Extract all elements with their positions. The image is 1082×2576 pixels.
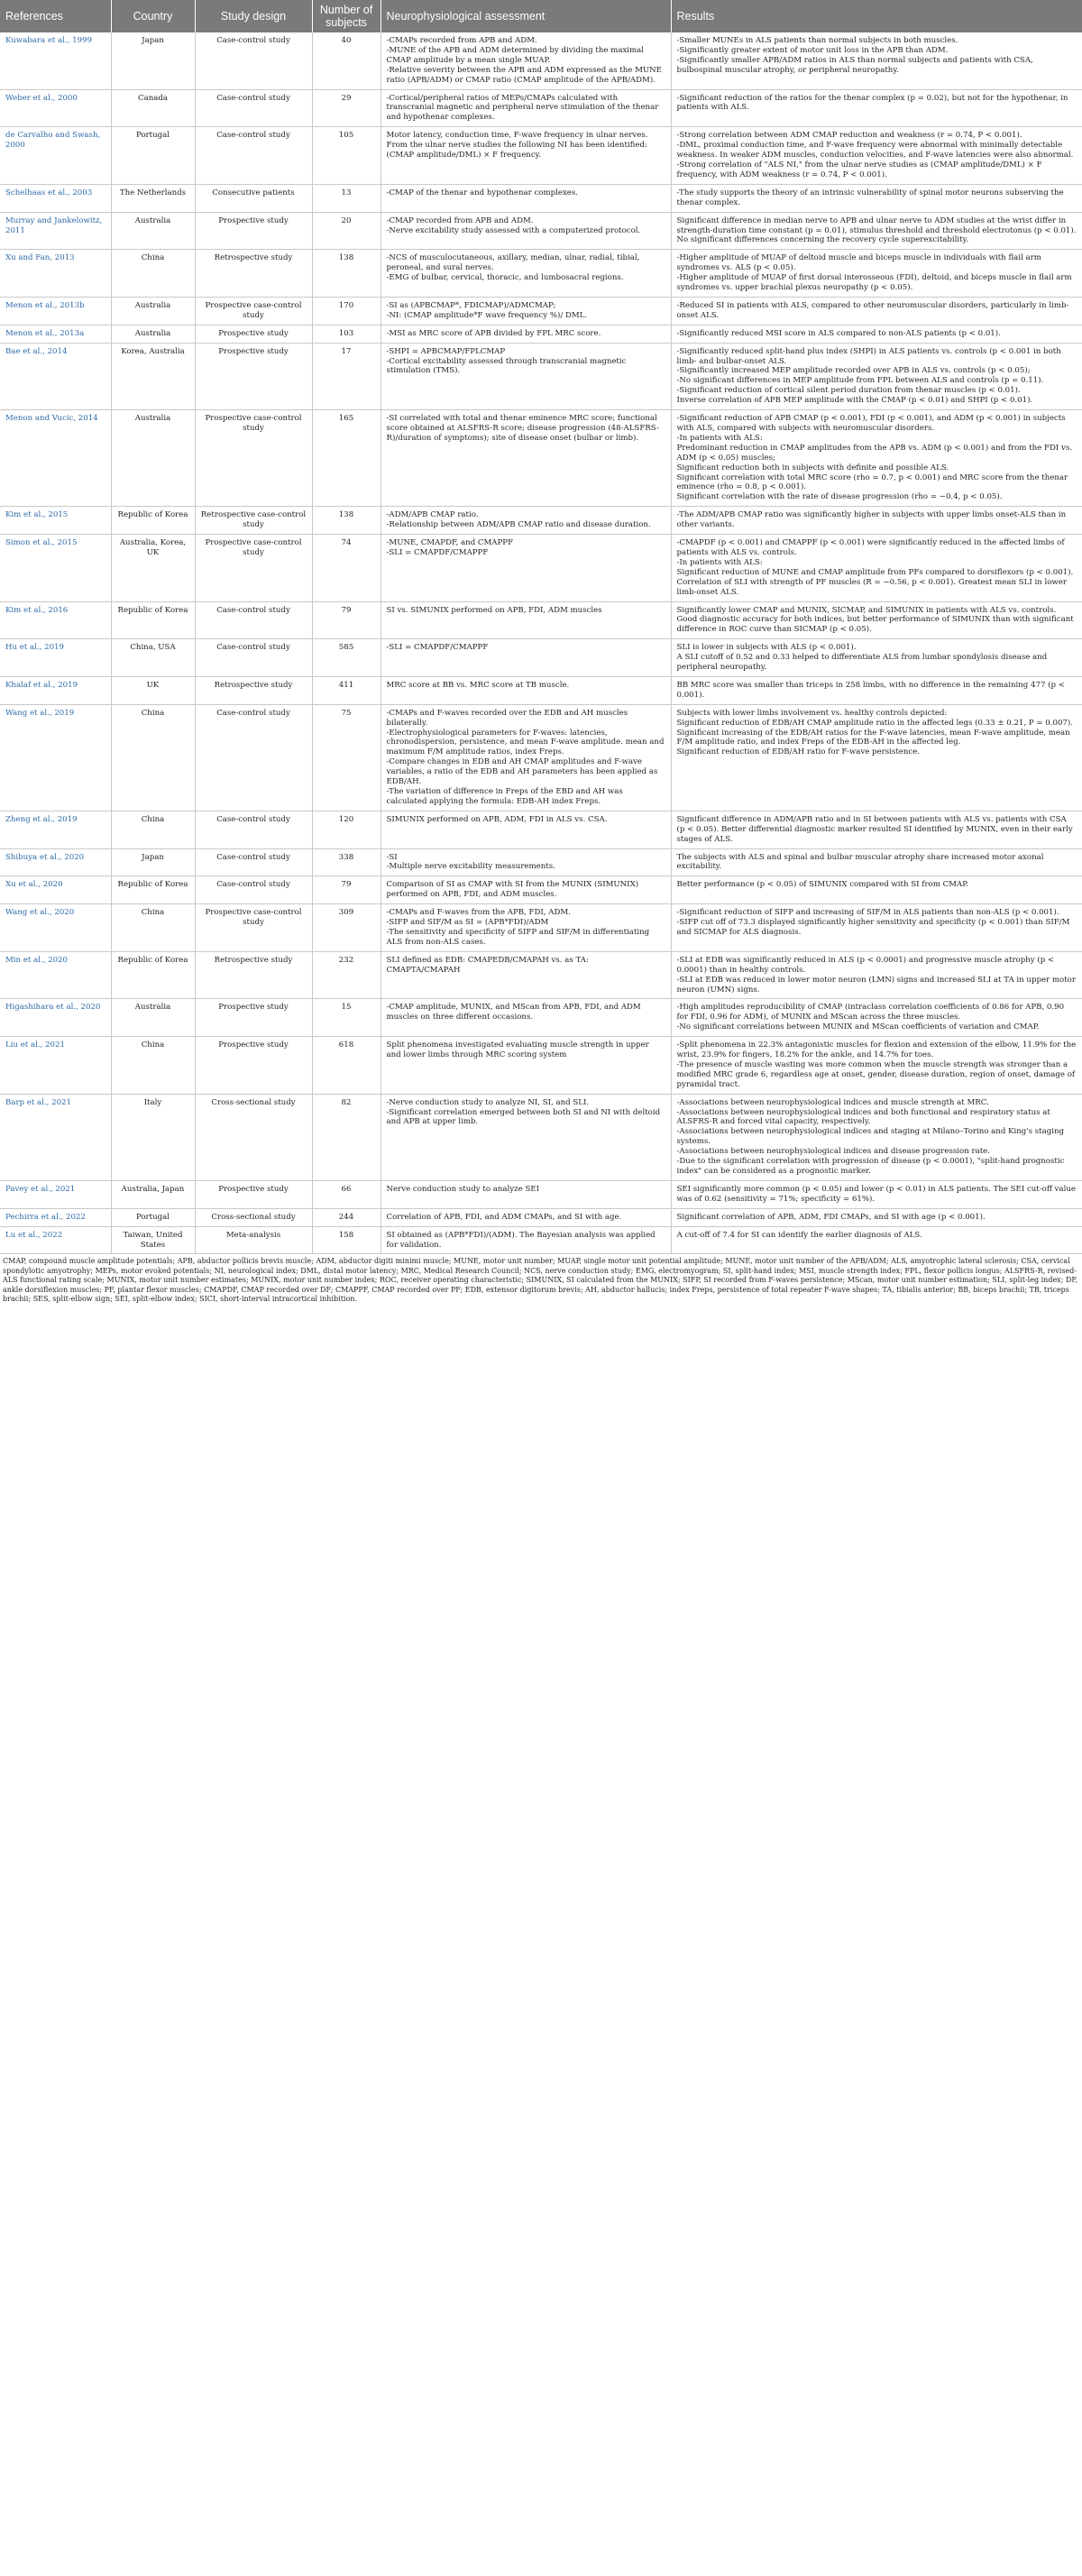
results-cell xyxy=(671,999,1082,1037)
assessment-line: -CMAPs recorded from APB and ADM. xyxy=(386,36,537,45)
results-line: -Associations between neurophysiological indices and muscle strength at MRC. xyxy=(676,1097,989,1107)
results-cell xyxy=(671,876,1082,904)
results-cell xyxy=(671,343,1082,409)
study-design-cell: Case-control study xyxy=(195,32,312,89)
study-design-cell: Prospective study xyxy=(195,999,312,1037)
country-cell: Republic of Korea xyxy=(111,876,195,904)
country-cell: Republic of Korea xyxy=(111,601,195,639)
assessment-cell xyxy=(381,212,671,250)
table-row xyxy=(0,848,1082,876)
study-design-cell: Case-control study xyxy=(195,639,312,677)
table-row xyxy=(0,811,1082,848)
assessment-line: Correlation of APB, FDI, and ADM CMAPs, and SI with age. xyxy=(386,1212,622,1222)
reference-link[interactable]: Kim et al., 2016 xyxy=(0,601,111,639)
results-line: Significant reduction of EDB/AH ratio for F-wave persistence. xyxy=(676,747,921,757)
subjects-count-cell: 103 xyxy=(312,325,381,343)
reference-link[interactable]: Barp et al., 2021 xyxy=(0,1094,111,1180)
results-line: -Significantly smaller APB/ADM ratios in ALS than normal subjects and patients with CSA, bulbospinal muscular atrophy, or peripheral neuropathy. xyxy=(676,55,1033,75)
subjects-count-cell: 309 xyxy=(312,904,381,952)
assessment-line: -SLI = CMAPDF/CMAPPF xyxy=(386,547,489,557)
results-line: Significant correlation with the rate of disease progression (rho = −0.4, p < 0.05). xyxy=(676,492,1003,502)
results-cell xyxy=(671,127,1082,185)
subjects-count-cell: 17 xyxy=(312,343,381,409)
reference-link[interactable]: Weber et al., 2000 xyxy=(0,89,111,127)
assessment-line: -EMG of bulbar, cervical, thoracic, and lumbosacral regions. xyxy=(386,273,624,283)
results-line: Subjects with lower limbs involvement vs. healthy controls depicted: xyxy=(676,708,948,718)
assessment-cell xyxy=(381,601,671,639)
assessment-line: -SI xyxy=(386,852,398,862)
results-cell xyxy=(671,811,1082,848)
study-design-cell: Case-control study xyxy=(195,89,312,127)
country-cell: Australia xyxy=(111,212,195,250)
assessment-line: SLI defined as EDB: CMAPEDB/CMAPAH vs. as TA: CMAPTA/CMAPAH xyxy=(386,955,589,975)
study-design-cell: Prospective case-control study xyxy=(195,904,312,952)
table-row xyxy=(0,297,1082,325)
assessment-line: SI vs. SIMUNIX performed on APB, FDI, ADM muscles xyxy=(386,605,602,615)
country-cell: Australia xyxy=(111,999,195,1037)
table-row xyxy=(0,32,1082,89)
reference-link[interactable]: Pechirra et al., 2022 xyxy=(0,1208,111,1226)
results-line: SLI is lower in subjects with ALS (p < 0.001). xyxy=(676,643,857,653)
results-line: Significant difference in ADM/APB ratio and in SI between patients with ALS vs. patients with CSA (p < 0.05). Better differential diagnostic marker resulted SI identified by MUNIX, even in their early stages of ALS. xyxy=(676,814,1073,844)
results-line: -No significant correlations between MUNIX and MScan coefficients of variation and CMAP. xyxy=(676,1022,1040,1032)
country-cell: UK xyxy=(111,676,195,704)
results-cell xyxy=(671,1037,1082,1095)
assessment-cell xyxy=(381,704,671,811)
assessment-line: -SI correlated with total and thenar eminence MRC score; functional score obtained at ALSFRS-R score; disease progression (48-ALSFRS-R)/duration of symptoms); site of disease onset (bulbar or limb). xyxy=(386,414,659,443)
studies-table xyxy=(0,0,1082,1254)
assessment-cell xyxy=(381,127,671,185)
subjects-count-cell: 40 xyxy=(312,32,381,89)
subjects-count-cell: 165 xyxy=(312,410,381,507)
results-line: -Split phenomena in 22.3% antagonistic muscles for flexion and extension of the elbow, 11.9% for the wrist, 23.9% for fingers, 18.2% for the ankle, and 14.7% for toes. xyxy=(676,1040,1077,1060)
assessment-cell xyxy=(381,1094,671,1180)
study-design-cell: Case-control study xyxy=(195,811,312,848)
results-line: SEI significantly more common (p < 0.05) and lower (p < 0.01) in ALS patients. The SEI cut-off value was of 0.62 (sensitivity = 71%; specificity = 61%). xyxy=(676,1184,1077,1204)
country-cell: China xyxy=(111,1037,195,1095)
header-study-design: Study design xyxy=(195,0,312,32)
table-footnote: CMAP, compound muscle amplitude potentials; APB, abductor pollicis brevis muscle; ADM, abductor digiti minimi muscle; MUNE, motor unit number; MUAP, single motor unit potential amplitude; MUNE, motor unit number of the APB/ADM; ALS, amyotrophic lateral sclerosis; CSA, cervical spondylotic amyotrophy; MEPs, motor evoked potentials; NI, neurological index; DML, distal motor latency; MRC, Medical Research Council; NCS, nerve conduction study; EMG, electromyogram; SI, split-hand index; MSI, muscle strength index; FPL, flexor pollicis longus; ALSFRS-R, revised-ALS functional rating scale; MUNIX, motor unit number estimates; MUNIX, motor unit number index; ROC, receiver operating characteristic; SIMUNIX, SI calculated from the MUNIX; SIFP, SI recorded from F-waves persistence; MScan, motor unit number estimation; SLI, split-leg index; DF, ankle dorsiflexion muscles; PF, plantar flexor muscles; CMAPDF, CMAP recorded over DF; CMAPPF, CMAP recorded over PF; EDB, extensor digitorum brevis; AH, abductor hallucis; index Freps, persistence of total repeater F-wave shapes; TA, tibialis anterior; BB, biceps brachii; TB, triceps brachii; SES, split-elbow sign; SEI, split-elbow index; SICI, short-interval intracortical inhibition. xyxy=(3,1257,1078,1304)
study-design-cell: Retrospective study xyxy=(195,951,312,999)
country-cell: Australia xyxy=(111,325,195,343)
assessment-line: -Cortical excitability assessed through transcranial magnetic stimulation (TMS). xyxy=(386,356,627,376)
header-results: Results xyxy=(671,0,1082,32)
table-row xyxy=(0,507,1082,535)
reference-link[interactable]: Xu et al., 2020 xyxy=(0,876,111,904)
subjects-count-cell: 244 xyxy=(312,1208,381,1226)
results-line: -Associations between neurophysiological indices and both functional and respiratory status at ALSFRS-R and forced vital capacity, respectively. xyxy=(676,1107,1050,1127)
assessment-line: MRC score at BB vs. MRC score at TB muscle. xyxy=(386,680,570,690)
assessment-cell xyxy=(381,676,671,704)
study-design-cell: Prospective study xyxy=(195,1037,312,1095)
subjects-count-cell: 232 xyxy=(312,951,381,999)
results-cell xyxy=(671,848,1082,876)
results-cell xyxy=(671,325,1082,343)
results-line: -No significant differences in MEP amplitude from FPL between ALS and controls (p = 0.11). xyxy=(676,376,1044,386)
assessment-line: -SI as (APBCMAP*, FDICMAP)/ADMCMAP; xyxy=(386,300,556,310)
results-line: -Higher amplitude of MUAP of deltoid muscle and biceps muscle in individuals with flail arm syndromes vs. ALS (p < 0.05). xyxy=(676,253,1041,273)
results-line: Significant increasing of the EDB/AH ratios for the F-wave latencies, mean F-wave amplitude, mean F/M amplitude ratio, and index Freps of the EDB-AH in the affected leg. xyxy=(676,728,1070,747)
results-cell xyxy=(671,951,1082,999)
study-design-cell: Case-control study xyxy=(195,704,312,811)
subjects-count-cell: 158 xyxy=(312,1226,381,1254)
study-design-cell: Cross-sectional study xyxy=(195,1094,312,1180)
study-design-cell: Prospective case-control study xyxy=(195,297,312,325)
table-row xyxy=(0,410,1082,507)
assessment-line: -CMAP amplitude, MUNIX, and MScan from APB, FDI, and ADM muscles on three different occasions. xyxy=(386,1003,641,1022)
header-neurophysiological-assessment: Neurophysiological assessment xyxy=(381,0,671,32)
assessment-cell xyxy=(381,250,671,298)
results-cell xyxy=(671,676,1082,704)
assessment-line: -Multiple nerve excitability measurements. xyxy=(386,862,555,872)
results-line: -The study supports the theory of an intrinsic vulnerability of spinal motor neurons subserving the thenar complex. xyxy=(676,188,1064,207)
assessment-cell xyxy=(381,325,671,343)
country-cell: China xyxy=(111,904,195,952)
results-line: -Smaller MUNEs in ALS patients than normal subjects in both muscles. xyxy=(676,36,958,45)
assessment-cell xyxy=(381,1037,671,1095)
results-cell xyxy=(671,250,1082,298)
assessment-line: -Nerve excitability study assessed with a computerized protocol. xyxy=(386,225,641,235)
table-row xyxy=(0,1094,1082,1180)
table-row xyxy=(0,127,1082,185)
reference-link[interactable]: Menon and Vucic, 2014 xyxy=(0,410,111,507)
results-line: Correlation of SLI with strength of PF muscles (R = −0.56, p < 0.001). Greatest mean SLI in lower limb-onset ALS. xyxy=(676,577,1067,597)
reference-link[interactable]: Bae et al., 2014 xyxy=(0,343,111,409)
reference-link[interactable]: Shibuya et al., 2020 xyxy=(0,848,111,876)
table-row xyxy=(0,876,1082,904)
results-line: Predominant reduction in CMAP amplitudes from the APB vs. ADM (p < 0.001) and from the FDI vs. ADM (p < 0.05) muscles; xyxy=(676,443,1072,463)
results-line: -CMAPDF (p < 0.001) and CMAPPF (p < 0.001) were significantly reduced in the affected limbs of patients with ALS vs. controls. xyxy=(676,538,1065,557)
subjects-count-cell: 138 xyxy=(312,507,381,535)
assessment-cell xyxy=(381,410,671,507)
assessment-cell xyxy=(381,89,671,127)
results-cell xyxy=(671,1094,1082,1180)
reference-link[interactable]: Kuwabara et al., 1999 xyxy=(0,32,111,89)
assessment-cell xyxy=(381,639,671,677)
results-line: -Strong correlation of "ALS NI," from the ulnar nerve studies as (CMAP amplitude/DML) × F frequency, with ADM weakness (r = 0.74, P < 0.001). xyxy=(676,160,1042,179)
results-cell xyxy=(671,297,1082,325)
reference-link[interactable]: Min et al., 2020 xyxy=(0,951,111,999)
table-row xyxy=(0,184,1082,212)
results-line: -Reduced SI in patients with ALS, compared to other neuromuscular disorders, particularly in limb-onset ALS. xyxy=(676,300,1069,320)
results-line: Good diagnostic accuracy for both indices, but better performance of SIMUNIX than with significant difference in ROC curve than SICMAP (p < 0.05). xyxy=(676,615,1074,635)
results-line: -SIFP cut off of 73.3 displayed significantly higher sensitivity and specificity (p < 0.001) than SIF/M and SICMAP for ALS diagnosis. xyxy=(676,918,1070,937)
country-cell: Republic of Korea xyxy=(111,951,195,999)
header-number-of-subjects: Number of subjects xyxy=(312,0,381,32)
results-line: Significant correlation with total MRC score (rho = 0.7, p < 0.001) and MRC score from the thenar eminence (rho = 0.8, p < 0.001). xyxy=(676,472,1068,492)
assessment-cell xyxy=(381,535,671,601)
assessment-line: -SHPI = APBCMAP/FPLCMAP xyxy=(386,346,506,356)
assessment-line: -SIFP and SIF/M as SI = (APB*FDI)/ADM xyxy=(386,918,549,928)
reference-link[interactable]: Pavey et al., 2021 xyxy=(0,1180,111,1208)
study-design-cell: Prospective study xyxy=(195,212,312,250)
assessment-line: -MSI as MRC score of APB divided by FPL MRC score. xyxy=(386,328,601,338)
table-body xyxy=(0,32,1082,1254)
table-row xyxy=(0,1208,1082,1226)
study-design-cell: Case-control study xyxy=(195,601,312,639)
results-line: Significant correlation of APB, ADM, FDI CMAPs, and SI with age (p < 0.001). xyxy=(676,1212,986,1222)
header-row xyxy=(0,0,1082,32)
subjects-count-cell: 29 xyxy=(312,89,381,127)
results-line: -Significantly reduced MSI score in ALS compared to non-ALS patients (p < 0.01). xyxy=(676,328,1001,338)
country-cell: Japan xyxy=(111,32,195,89)
results-cell xyxy=(671,1208,1082,1226)
subjects-count-cell: 20 xyxy=(312,212,381,250)
table-row xyxy=(0,535,1082,601)
reference-link[interactable]: Kim et al., 2015 xyxy=(0,507,111,535)
assessment-line: -NCS of musculocutaneous, axillary, median, ulnar, radial, tibial, peroneal, and sural nerves. xyxy=(386,253,640,273)
results-line: Significant difference in median nerve to APB and ulnar nerve to ADM studies at the wrist differ in strength-duration time constant (p = 0.01), stimulus threshold and threshold electrotonus (p < 0.01). No significant differences concerning the recovery cycle superexcitability. xyxy=(676,215,1077,245)
study-design-cell: Case-control study xyxy=(195,876,312,904)
country-cell: Australia xyxy=(111,410,195,507)
reference-link[interactable]: Khalaf et al., 2019 xyxy=(0,676,111,704)
reference-link[interactable]: Murray and Jankelowitz, 2011 xyxy=(0,212,111,250)
results-cell xyxy=(671,1180,1082,1208)
results-line: -Higher amplitude of MUAP of first dorsal interosseous (FDI), deltoid, and biceps muscle in flail arm syndromes vs. upper brachial plexus neuropathy (p < 0.05). xyxy=(676,273,1072,293)
table-row xyxy=(0,343,1082,409)
reference-link[interactable]: Hu et al., 2019 xyxy=(0,639,111,677)
results-cell xyxy=(671,535,1082,601)
reference-link[interactable]: Lu et al., 2022 xyxy=(0,1226,111,1254)
results-cell xyxy=(671,1226,1082,1254)
table-row xyxy=(0,676,1082,704)
country-cell: Portugal xyxy=(111,1208,195,1226)
results-line: The subjects with ALS and spinal and bulbar muscular atrophy share increased motor axonal excitability. xyxy=(676,852,1044,872)
study-design-cell: Meta-analysis xyxy=(195,1226,312,1254)
study-design-cell: Case-control study xyxy=(195,127,312,185)
table-row xyxy=(0,904,1082,952)
results-cell xyxy=(671,184,1082,212)
results-line: -High amplitudes reproducibility of CMAP (intraclass correlation coefficients of 0.86 for APB, 0.90 for FDI, 0.96 for ADM), of MUNIX and MScan across the three muscles. xyxy=(676,1003,1065,1022)
assessment-line: -Compare changes in EDB and AH CMAP amplitudes and F-wave variables, a ratio of the EDB and AH parameters has been applied as EDB/AH. xyxy=(386,757,658,787)
assessment-line: -NI: (CMAP amplitude*F wave frequency %)/ DML. xyxy=(386,310,588,320)
study-design-cell: Cross-sectional study xyxy=(195,1208,312,1226)
results-line: -In patients with ALS: xyxy=(676,557,763,567)
results-line: -Associations between neurophysiological indices and disease progression rate. xyxy=(676,1147,990,1157)
table-row xyxy=(0,1226,1082,1254)
subjects-count-cell: 618 xyxy=(312,1037,381,1095)
country-cell: China xyxy=(111,250,195,298)
study-design-cell: Consecutive patients xyxy=(195,184,312,212)
table-row xyxy=(0,999,1082,1037)
study-design-cell: Retrospective study xyxy=(195,676,312,704)
subjects-count-cell: 120 xyxy=(312,811,381,848)
study-design-cell: Prospective case-control study xyxy=(195,410,312,507)
reference-link[interactable]: Wang et al., 2020 xyxy=(0,904,111,952)
assessment-line: -MUNE, CMAPDF, and CMAPPF xyxy=(386,538,514,548)
subjects-count-cell: 15 xyxy=(312,999,381,1037)
country-cell: Australia xyxy=(111,297,195,325)
results-cell xyxy=(671,212,1082,250)
subjects-count-cell: 79 xyxy=(312,876,381,904)
assessment-line: Split phenomena investigated evaluating muscle strength in upper and lower limbs through MRC scoring system xyxy=(386,1040,649,1060)
reference-link[interactable]: Higashihara et al., 2020 xyxy=(0,999,111,1037)
country-cell: The Netherlands xyxy=(111,184,195,212)
country-cell: China xyxy=(111,704,195,811)
assessment-cell xyxy=(381,848,671,876)
results-line: -Significant reduction of the ratios for the thenar complex (p = 0.02), but not for the hypothenar, in patients with ALS. xyxy=(676,93,1068,113)
results-line: -DML, proximal conduction time, and F-wave frequency were abnormal with minimally detectable weakness. In weaker ADM muscles, conduction velocities, and F-wave latencies were also abnormal. xyxy=(676,141,1074,160)
results-line: Significantly lower CMAP and MUNIX, SICMAP, and SIMUNIX in patients with ALS vs. controls. xyxy=(676,605,1057,615)
results-line: -SLI at EDB was reduced in lower motor neuron (LMN) signs and increased SLI at TA in upper motor neuron (UMN) signs. xyxy=(676,975,1076,995)
assessment-cell xyxy=(381,297,671,325)
results-cell xyxy=(671,904,1082,952)
results-line: -Associations between neurophysiological indices and staging at Milano–Torino and King's staging systems. xyxy=(676,1127,1065,1147)
results-cell xyxy=(671,507,1082,535)
assessment-cell xyxy=(381,951,671,999)
reference-link[interactable]: Menon et al., 2013a xyxy=(0,325,111,343)
subjects-count-cell: 170 xyxy=(312,297,381,325)
assessment-line: -The variation of difference in Freps of the EBD and AH was calculated applying the formula: EDB-AH index Freps. xyxy=(386,787,623,806)
reference-link[interactable]: Simon et al., 2015 xyxy=(0,535,111,601)
country-cell: Republic of Korea xyxy=(111,507,195,535)
assessment-cell xyxy=(381,1180,671,1208)
assessment-cell xyxy=(381,904,671,952)
table-row xyxy=(0,212,1082,250)
results-line: -Significant reduction of cortical silent period duration from thenar muscles (p < 0.01). xyxy=(676,386,1021,396)
assessment-line: -CMAPs and F-waves from the APB, FDI, ADM. xyxy=(386,908,571,918)
results-line: A cut-off of 7.4 for SI can identify the earlier diagnosis of ALS. xyxy=(676,1230,922,1240)
header-country: Country xyxy=(111,0,195,32)
results-cell xyxy=(671,704,1082,811)
subjects-count-cell: 66 xyxy=(312,1180,381,1208)
study-design-cell: Prospective case-control study xyxy=(195,535,312,601)
results-line: -Significantly greater extent of motor unit loss in the APB than ADM. xyxy=(676,45,949,55)
country-cell: Portugal xyxy=(111,127,195,185)
assessment-cell xyxy=(381,32,671,89)
assessment-line: -CMAPs and F-waves recorded over the EDB and AH muscles bilaterally. xyxy=(386,708,628,728)
assessment-line: -Electrophysiological parameters for F-waves: latencies, chronodispersion, persistence, and mean F-wave amplitude. mean and maximum F/M amplitude ratios, index Freps. xyxy=(386,728,665,757)
country-cell: Korea, Australia xyxy=(111,343,195,409)
results-cell xyxy=(671,89,1082,127)
study-design-cell: Prospective study xyxy=(195,343,312,409)
subjects-count-cell: 79 xyxy=(312,601,381,639)
results-line: -The presence of muscle wasting was more common when the muscle strength was stronger than a modified MRC grade 6, regardless age at onset, gender, disease duration, region of onset, damage of pyramidal tract. xyxy=(676,1059,1076,1089)
results-line: -Significant reduction of APB CMAP (p < 0.001), FDI (p < 0.001), and ADM (p < 0.001) in subjects with ALS, compared with subjects with neuromuscular disorders. xyxy=(676,414,1066,433)
country-cell: Australia, Korea, UK xyxy=(111,535,195,601)
reference-link[interactable]: Liu et al., 2021 xyxy=(0,1037,111,1095)
assessment-line: -MUNE of the APB and ADM determined by dividing the maximal CMAP amplitude by a mean single MUAP. xyxy=(386,45,645,65)
subjects-count-cell: 74 xyxy=(312,535,381,601)
table-row xyxy=(0,639,1082,677)
table-row xyxy=(0,601,1082,639)
assessment-line: SI obtained as (APB*FDI)/(ADM). The Bayesian analysis was applied for validation. xyxy=(386,1230,656,1250)
assessment-line: Nerve conduction study to analyze SEI xyxy=(386,1184,540,1194)
reference-link[interactable]: Menon et al., 2013b xyxy=(0,297,111,325)
study-design-cell: Retrospective study xyxy=(195,250,312,298)
assessment-line: -Significant correlation emerged between both SI and NI with deltoid and APB at upper limb. xyxy=(386,1107,661,1127)
country-cell: Canada xyxy=(111,89,195,127)
assessment-line: -Cortical/peripheral ratios of MEPs/CMAPs calculated with transcranial magnetic and peripheral nerve stimulation of the thenar and hypothenar complexes. xyxy=(386,93,659,123)
assessment-line: Comparison of SI as CMAP with SI from the MUNIX (SIMUNIX) performed on APB, FDI, and ADM muscles. xyxy=(386,880,639,900)
reference-link[interactable]: Zheng et al., 2019 xyxy=(0,811,111,848)
results-line: -Due to the significant correlation with progression of disease (p < 0.0001), "split-hand prognostic index" can be considered as a prognostic marker. xyxy=(676,1157,1065,1176)
subjects-count-cell: 75 xyxy=(312,704,381,811)
assessment-line: -CMAP of the thenar and hypothenar complexes. xyxy=(386,188,579,197)
results-line: Significant reduction both in subjects with definite and possible ALS. xyxy=(676,463,949,472)
country-cell: Italy xyxy=(111,1094,195,1180)
assessment-cell xyxy=(381,811,671,848)
results-line: Better performance (p < 0.05) of SIMUNIX compared with SI from CMAP. xyxy=(676,880,968,890)
assessment-cell xyxy=(381,1226,671,1254)
results-line: Significant reduction of MUNE and CMAP amplitude from PFs compared to dorsiflexors (p < 0.001). xyxy=(676,567,1074,577)
country-cell: Australia, Japan xyxy=(111,1180,195,1208)
assessment-line: -CMAP recorded from APB and ADM. xyxy=(386,215,534,225)
table-row xyxy=(0,250,1082,298)
subjects-count-cell: 585 xyxy=(312,639,381,677)
results-line: -The ADM/APB CMAP ratio was significantly higher in subjects with upper limbs onset-ALS than in other variants. xyxy=(676,510,1067,530)
reference-link[interactable]: Schelhaas et al., 2003 xyxy=(0,184,111,212)
assessment-line: -SLI = CMAPDF/CMAPPF xyxy=(386,643,489,653)
study-design-cell: Case-control study xyxy=(195,848,312,876)
assessment-cell xyxy=(381,184,671,212)
reference-link[interactable]: de Carvalho and Swash, 2000 xyxy=(0,127,111,185)
results-cell xyxy=(671,410,1082,507)
table-row xyxy=(0,89,1082,127)
subjects-count-cell: 411 xyxy=(312,676,381,704)
subjects-count-cell: 138 xyxy=(312,250,381,298)
subjects-count-cell: 105 xyxy=(312,127,381,185)
table-row xyxy=(0,951,1082,999)
assessment-line: SIMUNIX performed on APB, ADM, FDI in ALS vs. CSA. xyxy=(386,814,608,824)
results-cell xyxy=(671,32,1082,89)
reference-link[interactable]: Xu and Fan, 2013 xyxy=(0,250,111,298)
country-cell: Japan xyxy=(111,848,195,876)
results-line: Significant reduction of EDB/AH CMAP amplitude ratio in the affected legs (0.33 ± 0.21, P = 0.007). xyxy=(676,718,1073,728)
results-cell xyxy=(671,639,1082,677)
country-cell: China, USA xyxy=(111,639,195,677)
assessment-cell xyxy=(381,343,671,409)
results-line: -Significant reduction of SIFP and increasing of SIF/M in ALS patients than non-ALS (p < 0.001). xyxy=(676,908,1059,918)
study-design-cell: Prospective study xyxy=(195,1180,312,1208)
subjects-count-cell: 13 xyxy=(312,184,381,212)
subjects-count-cell: 82 xyxy=(312,1094,381,1180)
table-row xyxy=(0,325,1082,343)
assessment-cell xyxy=(381,876,671,904)
results-line: A SLI cutoff of 0.52 and 0.33 helped to differentiate ALS from lumbar spondylosis disease and peripheral neuropathy. xyxy=(676,653,1048,673)
assessment-cell xyxy=(381,1208,671,1226)
reference-link[interactable]: Wang et al., 2019 xyxy=(0,704,111,811)
table-row xyxy=(0,704,1082,811)
results-line: BB MRC score was smaller than triceps in 258 limbs, with no difference in the remaining 477 (p < 0.001). xyxy=(676,680,1065,700)
study-design-cell: Prospective study xyxy=(195,325,312,343)
results-line: -Significantly reduced split-hand plus index (SHPI) in ALS patients vs. controls (p < 0.001 in both limb- and bulbar-onset ALS. xyxy=(676,346,1061,366)
study-design-cell: Retrospective case-control study xyxy=(195,507,312,535)
header-references: References xyxy=(0,0,111,32)
assessment-line: -The sensitivity and specificity of SIFP and SIF/M in differentiating ALS from non-ALS cases. xyxy=(386,927,650,947)
subjects-count-cell: 338 xyxy=(312,848,381,876)
table-row xyxy=(0,1180,1082,1208)
results-line: -Strong correlation between ADM CMAP reduction and weakness (r = 0.74, P < 0.001). xyxy=(676,131,1022,141)
country-cell: Taiwan, United States xyxy=(111,1226,195,1254)
table-row xyxy=(0,1037,1082,1095)
results-line: Inverse correlation of APB MEP amplitude with the CMAP (p < 0.01) and SHPI (p < 0.01). xyxy=(676,396,1033,406)
assessment-cell xyxy=(381,507,671,535)
country-cell: China xyxy=(111,811,195,848)
assessment-cell xyxy=(381,999,671,1037)
assessment-line: -Relationship between ADM/APB CMAP ratio and disease duration. xyxy=(386,520,651,530)
results-line: -SLI at EDB was significantly reduced in ALS (p < 0.0001) and progressive muscle atrophy (p < 0.0001) than in healthy controls. xyxy=(676,955,1055,975)
assessment-line: -Relative severity between the APB and ADM expressed as the MUNE ratio (APB/ADM) or CMAP ratio (CMAP amplitude of the APB/ADM). xyxy=(386,65,662,85)
results-line: -In patients with ALS: xyxy=(676,433,763,443)
assessment-line: -ADM/APB CMAP ratio. xyxy=(386,510,479,520)
assessment-line: -Nerve conduction study to analyze NI, SI, and SLI. xyxy=(386,1097,590,1107)
assessment-line: Motor latency, conduction time, F-wave frequency in ulnar nerves. From the ulnar nerve studies the following NI has been identified: (CMAP amplitude/DML) × F frequency. xyxy=(386,131,648,160)
results-cell xyxy=(671,601,1082,639)
results-line: -Significantly increased MEP amplitude recorded over APB in ALS vs. controls (p < 0.05); xyxy=(676,366,1031,376)
